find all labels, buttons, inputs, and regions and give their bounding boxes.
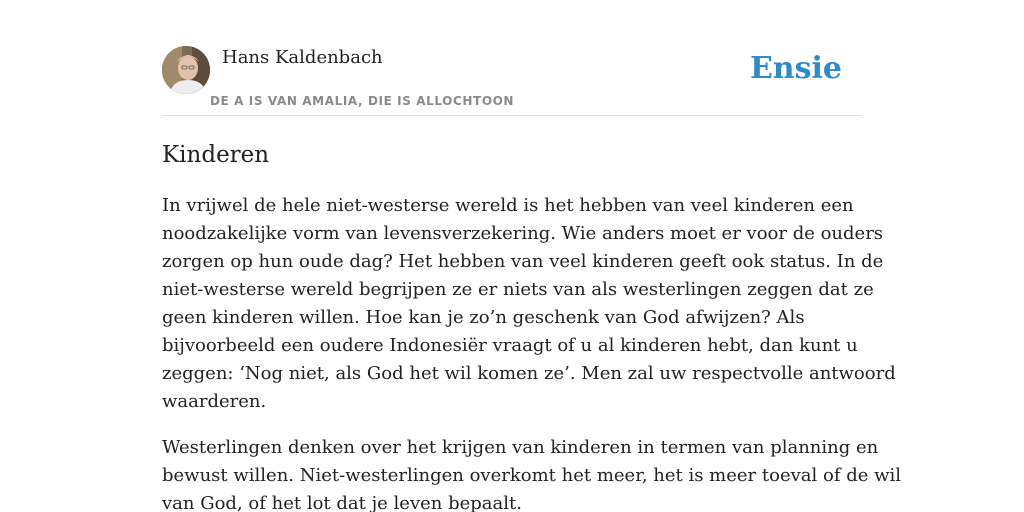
article-header (162, 0, 862, 116)
text-line: noodzakelijke vorm van levensverzekering. Wie anders moet er voor de ouders (162, 223, 884, 244)
text-line: bewust willen. Niet-westerlingen overkomt het meer, het is meer toeval of de wil (162, 465, 902, 486)
text-line: zeggen: ‘Nog niet, als God het wil komen ze’. Men zal uw respectvolle antwoord (162, 363, 896, 384)
paragraph (162, 192, 896, 416)
text-line: geen kinderen willen. Hoe kan je zo’n geschenk van God afwijzen? Als (162, 307, 805, 328)
text-line: Westerlingen denken over het krijgen van kinderen in termen van planning en (162, 437, 879, 458)
text-line: niet-westerse wereld begrijpen ze er niets van als westerlingen zeggen dat ze (162, 279, 874, 300)
text-line: In vrijwel de hele niet-westerse wereld is het hebben van veel kinderen een (162, 195, 854, 216)
author-photo (162, 46, 210, 94)
text-line: waarderen. (162, 391, 267, 412)
text-line: zorgen op hun oude dag? Het hebben van veel kinderen geeft ook status. In de (162, 251, 884, 272)
article-title: Kinderen (162, 142, 270, 168)
author-name[interactable]: Hans Kaldenbach (222, 47, 383, 68)
author-subtitle: DE A IS VAN AMALIA, DIE IS ALLOCHTOON (210, 94, 515, 108)
text-line: bijvoorbeeld een oudere Indonesiër vraagt of u al kinderen hebt, dan kunt u (162, 335, 858, 356)
article-page (162, 0, 902, 512)
paragraph (162, 434, 902, 512)
brand-logo[interactable]: Ensie (749, 51, 842, 86)
text-line: van God, of het lot dat je leven bepaalt. (162, 493, 522, 512)
author-avatar[interactable] (162, 46, 210, 94)
article-body (162, 192, 902, 512)
